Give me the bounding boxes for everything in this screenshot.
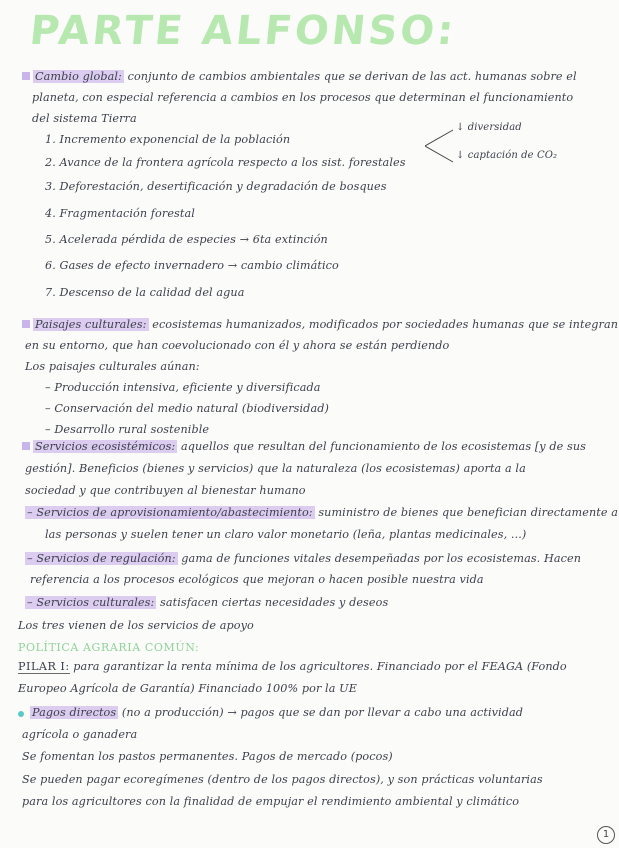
branch-brace-icon xyxy=(425,128,455,164)
page-title: PARTE ALFONSO: xyxy=(27,8,459,54)
pac-line-4: agrícola o ganadera xyxy=(22,728,138,741)
cambio-item-6: 6. Gases de efecto invernadero → cambio climático xyxy=(45,259,339,272)
cambio-item-1: 1. Incremento exponencial de la población xyxy=(45,133,291,146)
cambio-item-7: 7. Descenso de la calidad del agua xyxy=(45,286,245,299)
reg-label: – Servicios de regulación: xyxy=(27,552,176,565)
cambio-line-3: del sistema Tierra xyxy=(32,112,137,125)
pac-line-1 xyxy=(18,660,567,674)
servicios-line-3: sociedad y que contribuyen al bienestar humano xyxy=(25,484,306,497)
paisajes-line-3: Los paisajes culturales aúnan: xyxy=(25,360,200,373)
branch-co2: ↓ captación de CO₂ xyxy=(456,150,558,161)
pac-line-2: Europeo Agrícola de Garantía) Financiado 100% por la UE xyxy=(18,682,357,695)
pagos-label: Pagos directos xyxy=(32,706,117,719)
paisajes-item-2: – Conservación del medio natural (biodiversidad) xyxy=(45,402,329,415)
paisajes-line-1 xyxy=(22,318,618,332)
bullet-square-icon xyxy=(22,320,30,328)
pac-line-6: Se pueden pagar ecoregímenes (dentro de los pagos directos), y son prácticas voluntarias xyxy=(22,773,543,786)
bullet-square-icon xyxy=(22,72,30,80)
pilar-label: PILAR I: xyxy=(18,660,70,673)
cambio-item-5: 5. Acelerada pérdida de especies → 6ta extinción xyxy=(45,233,328,246)
paisajes-heading: Paisajes culturales: xyxy=(35,318,147,331)
aprov-text: suministro de bienes que benefician directamente a xyxy=(318,506,619,519)
servicios-text-1: aquellos que resultan del funcionamiento de los ecosistemas [y de sus xyxy=(180,440,586,453)
servicios-cult-line xyxy=(25,596,388,610)
pac-line-3 xyxy=(30,706,523,720)
cult-text: satisfacen ciertas necesidades y deseos xyxy=(160,596,389,609)
paisajes-item-3: – Desarrollo rural sostenible xyxy=(45,423,210,436)
servicios-heading: Servicios ecosistémicos: xyxy=(35,440,176,453)
pac-heading: POLÍTICA AGRARIA COMÚN: xyxy=(18,641,200,654)
reg-text: gama de funciones vitales desempeñadas por los ecosistemas. Hacen xyxy=(181,552,582,565)
cult-label: – Servicios culturales: xyxy=(27,596,155,609)
page-number: 1 xyxy=(597,826,615,844)
branch-diversidad: ↓ diversidad xyxy=(456,122,522,133)
cambio-text-1: conjunto de cambios ambientales que se derivan de las act. humanas sobre el xyxy=(127,70,577,83)
servicios-aprov-line xyxy=(25,506,618,520)
cambio-heading: Cambio global: xyxy=(35,70,122,83)
aprov-label: – Servicios de aprovisionamiento/abastecimiento: xyxy=(27,506,313,519)
servicios-line-1 xyxy=(22,440,586,454)
pac-line-5: Se fomentan los pastos permanentes. Pagos de mercado (pocos) xyxy=(22,750,393,763)
paisajes-item-1: – Producción intensiva, eficiente y diversificada xyxy=(45,381,321,394)
servicios-reg-line-2: referencia a los procesos ecológicos que mejoran o hacen posible nuestra vida xyxy=(30,573,484,586)
pagos-text: (no a producción) → pagos que se dan por llevar a cabo una actividad xyxy=(121,706,524,719)
bullet-dot-icon xyxy=(18,711,24,717)
cambio-item-4: 4. Fragmentación forestal xyxy=(45,207,195,220)
bullet-square-icon xyxy=(22,442,30,450)
cambio-item-2: 2. Avance de la frontera agrícola respecto a los sist. forestales xyxy=(45,156,406,169)
cambio-line-2: planeta, con especial referencia a cambios en los procesos que determinan el funcionamiento xyxy=(32,91,574,104)
servicios-line-2: gestión]. Beneficios (bienes y servicios) que la naturaleza (los ecosistemas) aporta a la xyxy=(25,462,526,475)
pac-text-1: para garantizar la renta mínima de los agricultores. Financiado por el FEAGA (Fondo xyxy=(73,660,567,673)
pac-line-7: para los agricultores con la finalidad de empujar el rendimiento ambiental y climático xyxy=(22,795,520,808)
servicios-reg-line xyxy=(25,552,581,566)
cambio-item-3: 3. Deforestación, desertificación y degradación de bosques xyxy=(45,180,387,193)
servicios-closing: Los tres vienen de los servicios de apoyo xyxy=(18,619,254,632)
cambio-line-1 xyxy=(22,70,577,84)
paisajes-line-2: en su entorno, que han coevolucionado con él y ahora se están perdiendo xyxy=(25,339,450,352)
paisajes-text-1: ecosistemas humanizados, modificados por sociedades humanas que se integran xyxy=(152,318,619,331)
servicios-aprov-line-2: las personas y suelen tener un claro valor monetario (leña, plantas medicinales, ...) xyxy=(45,528,527,541)
